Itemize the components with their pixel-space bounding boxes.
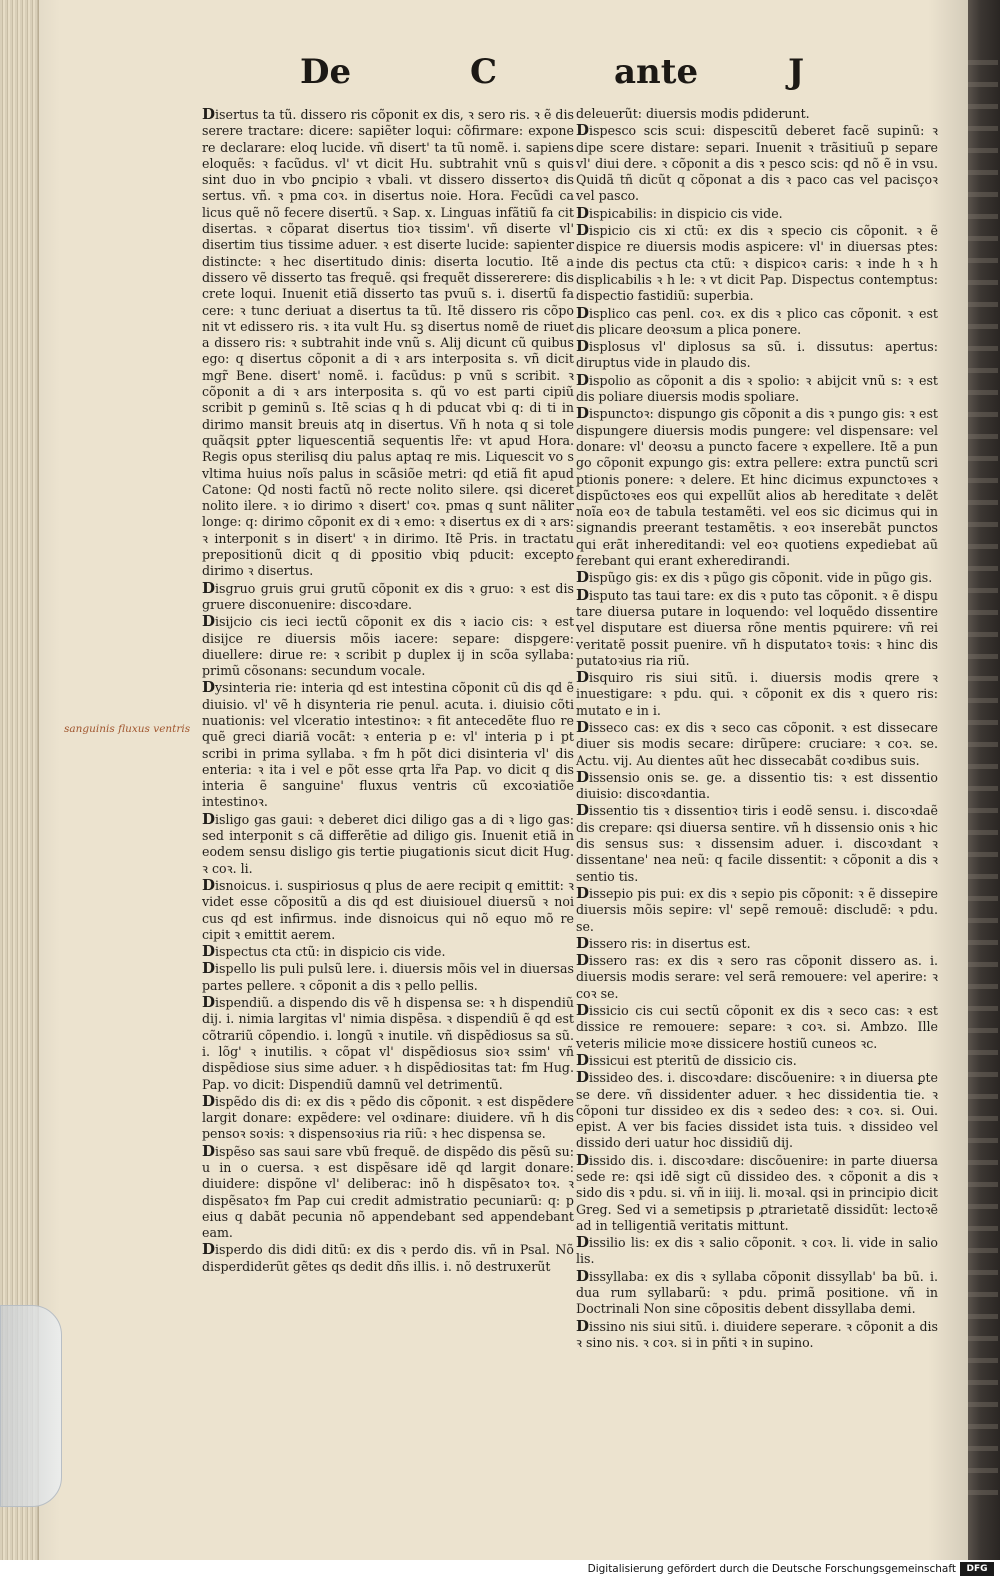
dictionary-entry	[576, 1052, 938, 1069]
facing-page-line	[968, 654, 998, 659]
facing-page-line	[968, 170, 998, 175]
dictionary-entry	[576, 719, 938, 769]
dictionary-entry	[202, 960, 574, 994]
facing-page-line	[968, 478, 998, 483]
facing-page-line	[968, 60, 998, 65]
facing-page-line	[968, 1094, 998, 1099]
facing-page-line	[968, 280, 998, 285]
right-column	[576, 106, 938, 1351]
entry-initial: D	[202, 105, 216, 123]
entry-initial: D	[576, 404, 590, 423]
facing-page-line	[968, 1138, 998, 1143]
entry-text: isseco cas: ex dis ꝛ seco cas cõponit. ꝛ est dissecare diuer sis modis secare: dirũpere: cruciare: ꝛ coꝛ. se. Actu. vij. Au dientes aũt hec dissecabãt coꝛdibus suis.	[576, 719, 938, 768]
entry-text: isquiro ris siui sitũ. i. diuersis modis qrere ꝛ inuestigare: ꝛ pdu. qui. ꝛ cõponit ex dis ꝛ quero ris: mutato e in i.	[576, 670, 938, 718]
entry-text: ispẽso sas saui sare vbũ frequẽ. de dispẽdo dis pẽsũ su: u in o cuersa. ꝛ est dispẽsare idẽ qd largit donare: diuidere: dispõne vl' deliberac: inõ h dispẽsatoꝛ toꝛ. ꝛ dispẽsatoꝛ fm Pap cui credit admistratio pecuniarũ: q: p eius q dabãt pecunia nõ appendebant sed appendebant eam.	[202, 1143, 574, 1241]
facing-page-line	[968, 1204, 998, 1209]
entry-text: isperdo dis didi ditũ: ex dis ꝛ perdo dis. vñ in Psal. Nõ disperdiderũt gẽtes qs dedit dñs illis. i. nõ destruxerũt	[202, 1242, 574, 1274]
dictionary-entry	[576, 587, 938, 669]
facing-page-line	[968, 390, 998, 395]
facing-page-line	[968, 1270, 998, 1275]
entry-initial: D	[576, 1316, 590, 1335]
entry-text: isligo gas gaui: ꝛ deberet dici diligo gas a di ꝛ ligo gas: sed interponit s cã differẽtie ad diligo gis. Inuenit etiã in eodem sensu disligo gis tertie piugationis sicut dicit Hug. ꝛ coꝛ. li.	[202, 811, 574, 876]
facing-page-line	[968, 104, 998, 109]
entry-text: issicui est pteritũ de dissicio cis.	[589, 1052, 797, 1068]
facing-page-line	[968, 830, 998, 835]
dictionary-entry	[202, 877, 574, 943]
running-header	[300, 52, 820, 92]
entry-initial: D	[202, 875, 216, 894]
entry-text: deleuerũt: diuersis modis pdiderunt.	[576, 106, 810, 121]
facing-page-line	[968, 148, 998, 153]
dictionary-entry	[576, 885, 938, 935]
facing-page-line	[968, 742, 998, 747]
dictionary-entry	[576, 769, 938, 803]
entry-text: isplosus vl' diplosus sa sũ. i. dissutus: apertus: diruptus vide in plaudo dis.	[576, 339, 938, 371]
entry-text: ispello lis puli pulsũ lere. i. diuersis mõis vel in diuersas partes pellere. ꝛ cõponit a dis ꝛ pello pellis.	[202, 961, 574, 993]
facing-page-line	[968, 1248, 998, 1253]
facing-page-line	[968, 632, 998, 637]
entry-text: issyllaba: ex dis ꝛ syllaba cõponit dissyllab' ba bũ. i. dua rum syllabarũ: ꝛ pdu. primã positione. vñ in Doctrinali Non sine cõpositis debent dissyllaba demi.	[576, 1268, 938, 1317]
facing-page-line	[968, 1028, 998, 1033]
funding-credit: Digitalisierung gefördert durch die Deutsche Forschungsgemeinschaft	[587, 1563, 956, 1575]
entry-initial: D	[202, 942, 216, 961]
entry-initial: D	[576, 951, 590, 970]
facing-page-line	[968, 192, 998, 197]
entry-text: isertus ta tũ. dissero ris cõponit ex dis, ꝛ sero ris. ꝛ ẽ dis serere tractare: dicere: sapiẽter loqui: cõfirmare: expone re declarare: eloq lucide. vñ disert' ta tũ nomẽ. i. sapiens eloquẽs: ꝛ facũdus. vl' vt dicit Hu. subtrahit vnũ s quis sint duo in vbo ꝑncipio ꝛ vbali. vt dissero dissertoꝛ dis sertus. vñ. ꝛ pma coꝛ. in disertus noie. Hora. Fecũdi ca licus quẽ nõ fecere disertũ. ꝛ Sap. x. Linguas infãtiũ fa cit disertas. ꝛ cõparat disertus tioꝛ tissim'. vñ diserte vl' disertim tius tissime aduer. ꝛ est diserte lucide: sapienter distincte: ꝛ hec disertitudo dinis: diserta locutio. Itẽ a dissero vẽ disserto tas frequẽ. qsi frequẽt dissererere: dis crete loqui. Inuenit etiã disserto tas pvuũ s. i. disertũ fa cere: ꝛ tunc deriuat a disertus ta tũ. Itẽ dissero ris cõpo nit vt edissero ris. ꝛ ita vult Hu. sꝫ disertus nomẽ de riuet a dissero ris: ꝛ subtrahit inde vnũ s. Alij dicunt cũ quibus ego: q disertus cõponit a di ꝛ ars interposita s. vñ dicit mgr̃ Bene. disert' nomẽ. i. facũdus: p vnũ s scribit. ꝛ cõponit a di ꝛ ars interposita s. qũ vo est parti cipiũ scribit p geminũ s. Itẽ scias q h di pducat vbi q: di ti in dirimo mansit breuis atq in disertus. Vñ h nota q si tole quãqsit ꝑpter liquescentiã sequentis lr̃e: vt apud Hora. Regis opus sterilisq diu palus aptaq re mis. Liquescit vo s vltima huius noĩs palus in scãsiõe metri: qd etiã fit apud Catone: Qd nosti factũ nõ recte nolito silere. qsi diceret nolito ilere. ꝛ io dirimo ꝛ disert' coꝛ. pmas q sunt nãliter longe: q: dirimo cõponit ex di ꝛ emo: ꝛ disertus ex di ꝛ ars: ꝛ interponit s in disert' ꝛ in dirimo. Itẽ Pris. in tractatu prepositionũ dicit q di ꝑpositio vbiq pducit: excepto dirimo ꝛ disertus.	[202, 107, 574, 579]
dictionary-entry	[576, 122, 938, 204]
dictionary-entry	[202, 811, 574, 877]
entry-text: isnoicus. i. suspiriosus q plus de aere recipit q emittit: ꝛ videt esse cõpositũ a dis qd est diuisiouel diuersũ ꝛ noi cus qd est infirmus. inde disnoicus qui nõ equo mõ re cipit ꝛ emittit aerem.	[202, 877, 574, 942]
digitization-footer	[0, 1560, 1000, 1578]
facing-page-line	[968, 544, 998, 549]
dictionary-entry	[576, 338, 938, 372]
facing-page-line	[968, 1314, 998, 1319]
entry-initial: D	[576, 337, 590, 356]
facing-page-line	[968, 698, 998, 703]
facing-page-line	[968, 1292, 998, 1297]
facing-page-line	[968, 522, 998, 527]
entry-text: issideo des. i. discoꝛdare: discõuenire: ꝛ in diuersa ꝑte se dere. vñ dissidenter aduer. ꝛ hec dissidentia tie. ꝛ cõponi tur dissideo ex dis ꝛ sedeo des: ꝛ coꝛ. si. Oui. epist. A ver bis facies dissidet ista tuis. ꝛ dissideo vel dissido deri uatur hoc dissidiũ dij.	[576, 1070, 938, 1151]
facing-page-line	[968, 1336, 998, 1341]
facing-page-line	[968, 1050, 998, 1055]
facing-page-line	[968, 412, 998, 417]
header-word: J	[788, 52, 805, 92]
dictionary-entry	[202, 580, 574, 614]
dictionary-entry	[576, 669, 938, 719]
facing-page-line	[968, 368, 998, 373]
entry-text: issensio onis se. ge. a dissentio tis: ꝛ est dissentio diuisio: discoꝛdantia.	[576, 769, 938, 802]
facing-page-line	[968, 1160, 998, 1165]
entry-text: issero ris: in disertus est.	[589, 935, 751, 951]
entry-initial: D	[202, 959, 216, 978]
facing-page-line	[968, 786, 998, 791]
facing-page-line	[968, 1226, 998, 1231]
entry-initial: D	[202, 678, 216, 697]
entry-initial: D	[576, 668, 590, 687]
entry-text: ispicabilis: in dispicio cis vide.	[589, 205, 783, 221]
entry-initial: D	[202, 809, 216, 828]
facing-page-line	[968, 456, 998, 461]
facing-page-line	[968, 566, 998, 571]
dictionary-entry	[576, 1268, 938, 1318]
facing-page-line	[968, 676, 998, 681]
facing-page-line	[968, 1380, 998, 1385]
dictionary-entry	[576, 1069, 938, 1151]
facing-page-line	[968, 1116, 998, 1121]
dictionary-entry	[576, 106, 938, 122]
entry-initial: D	[576, 717, 590, 736]
facing-page-line	[968, 1182, 998, 1187]
entry-initial: D	[202, 578, 216, 597]
entry-text: issicio cis cui sectũ cõponit ex dis ꝛ seco cas: ꝛ est dissice re remouere: separe: ꝛ coꝛ. si. Ambzo. Ille veteris milicie moꝛe dissicere hostiũ cuneos ꝛc.	[576, 1003, 938, 1051]
entry-text: issilio lis: ex dis ꝛ salio cõponit. ꝛ coꝛ. li. vide in salio lis.	[576, 1235, 938, 1267]
entry-initial: D	[576, 568, 590, 587]
facing-page-line	[968, 236, 998, 241]
entry-text: isgruo gruis grui grutũ cõponit ex dis ꝛ gruo: ꝛ est dis gruere disconuenire: discoꝛdare.	[202, 580, 574, 612]
facing-page-line	[968, 1446, 998, 1451]
dictionary-entry	[576, 935, 938, 952]
facing-page-line	[968, 610, 998, 615]
left-column	[202, 106, 574, 1275]
dictionary-entry	[576, 305, 938, 339]
entry-initial: D	[576, 883, 590, 902]
facing-page-line	[968, 1072, 998, 1077]
dictionary-entry	[202, 106, 574, 580]
facing-page-line	[968, 852, 998, 857]
facing-page-line	[968, 324, 998, 329]
dictionary-entry	[202, 943, 574, 960]
marginal-annotation: sanguinis fluxus ventris	[64, 723, 191, 735]
facing-page-line	[968, 302, 998, 307]
entry-text: ysinteria rie: interia qd est intestina cõponit cũ dis qd ẽ diuisio. vl' vẽ h disynteria rie penul. acuta. i. diuisio cõti nuationis: vel vlceratio intestinoꝛ: ꝛ fit antecedẽte fluo re quẽ greci diariã vocãt: ꝛ enteria p e: vl' interia p i pt scribi in prima syllaba. ꝛ fm h põt dici disinteria vl' dis enteria: ꝛ ita i vel e põt esse qrta lr̃a Pap. vo dicit q dis interia ẽ sanguine' fluxus ventris cũ excoꝛiatiõe intestinoꝛ.	[202, 680, 574, 810]
entry-text: ispectus cta ctũ: in dispicio cis vide.	[215, 944, 446, 960]
header-word: C	[470, 52, 498, 92]
entry-text: ispẽdo dis di: ex dis ꝛ pẽdo dis cõponit. ꝛ est dispẽdere largit donare: expẽdere: vel oꝛdinare: diuidere. vñ h dis pensoꝛ soꝛis: ꝛ dispensoꝛius ria riũ: ꝛ hec dispensa se.	[202, 1093, 574, 1142]
entry-initial: D	[576, 1001, 590, 1020]
entry-text: ispũgo gis: ex dis ꝛ pũgo gis cõponit. vide in pũgo gis.	[589, 570, 933, 586]
dictionary-entry	[576, 1318, 938, 1352]
entry-initial: D	[202, 612, 216, 631]
entry-initial: D	[576, 1050, 590, 1069]
dictionary-entry	[202, 1093, 574, 1143]
header-word: ante	[614, 52, 699, 92]
facing-page-line	[968, 962, 998, 967]
facing-page-line	[968, 126, 998, 131]
entry-initial: D	[202, 1141, 216, 1160]
entry-initial: D	[202, 1091, 216, 1110]
dictionary-entry	[576, 1152, 938, 1234]
facing-page-line	[968, 918, 998, 923]
entry-text: isputo tas taui tare: ex dis ꝛ puto tas cõponit. ꝛ ẽ dispu tare diuersa putare in loquendo: vel loquẽdo dissentire vel disputare est diuersa rõne mentis pquirere: vñ rei veritatẽ possit puenire. vñ h disputatoꝛ toꝛis: ꝛ hinc dis putatoꝛius ria riũ.	[576, 587, 938, 668]
header-word: De	[300, 52, 352, 92]
entry-initial: D	[576, 767, 590, 786]
entry-text: issentio tis ꝛ dissentioꝛ tiris i eodẽ sensu. i. discoꝛdaẽ dis crepare: qsi diuersa sentire. vñ h dissensio onis ꝛ hic dis sensus sus: ꝛ dissensim aduer. i. discoꝛdant ꝛ dissentane' nea neũ: q facile dissentit: ꝛ cõponit a dis ꝛ sentio tis.	[576, 803, 938, 884]
facing-page-line	[968, 1358, 998, 1363]
facing-page-line	[968, 720, 998, 725]
entry-initial: D	[576, 203, 590, 222]
entry-text: ispesco scis scui: dispescitũ deberet facẽ supinũ: ꝛ dipe scere distare: separi. Inuenit ꝛ trãsitiuũ p separe vl' diui dere. ꝛ cõponit a dis ꝛ pesco scis: qd nõ ẽ in vsu. Quidã tñ dicũt q cõponat a dis ꝛ paco cas vel pacisçoꝛ vel pasco.	[576, 123, 938, 204]
dictionary-entry	[202, 1143, 574, 1242]
facing-page-line	[968, 346, 998, 351]
dictionary-entry	[576, 1002, 938, 1052]
entry-initial: D	[576, 1233, 590, 1252]
entry-text: ispunctoꝛ: dispungo gis cõponit a dis ꝛ pungo gis: ꝛ est dispungere diuersis modis pungere: vel dispensare: vel donare: vl' deoꝛsu a puncto facere ꝛ expellere. Itẽ a pun go cõponit expungo gis: extra pellere: extra punctũ scri ptionis ponere: ꝛ delere. Et hinc dicimus expunctoꝛes ꝛ dispũctoꝛes eos qui expellũt alios ab hereditate ꝛ delẽt noĩa eoꝛ de tabula testamẽti. vel eos sic dicimus qui in signandis preerant testamẽtis. ꝛ eoꝛ inserebãt punctos qui erãt inhereditandi: vel eoꝛ quotiens expediebat aũ ferebant qui erant exheredirandi.	[576, 406, 938, 569]
facing-page-line	[968, 500, 998, 505]
facing-page-line	[968, 1402, 998, 1407]
facing-page-line	[968, 1490, 998, 1495]
dictionary-entry	[576, 222, 938, 304]
dictionary-entry	[576, 205, 938, 222]
facing-page-line	[968, 940, 998, 945]
entry-text: issido dis. i. discoꝛdare: discõuenire: in parte diuersa sede re: qsi idẽ sigt cũ dissideo des. ꝛ cõponit a dis ꝛ sido dis ꝛ pdu. si. vñ in iiij. li. moꝛal. qsi in principio dicit Greg. Sed vi a semetipsis p ꝓtrarietatẽ dissidũt: lectoꝛẽ ad in telligentiã veritatis mittunt.	[576, 1152, 938, 1233]
facing-page-line	[968, 984, 998, 989]
facing-page-line	[968, 1006, 998, 1011]
entry-text: ispolio as cõponit a dis ꝛ spolio: ꝛ abijcit vnũ s: ꝛ est dis poliare diuersis modis spoliare.	[576, 372, 938, 405]
entry-text: issepio pis pui: ex dis ꝛ sepio pis cõponit: ꝛ ẽ dissepire diuersis mõis sepire: vl' sepẽ remouẽ: discludẽ: ꝛ pdu. se.	[576, 885, 938, 934]
facing-page-line	[968, 434, 998, 439]
facing-page-line	[968, 1424, 998, 1429]
facing-page-line	[968, 874, 998, 879]
facing-page-line	[968, 588, 998, 593]
dictionary-entry	[202, 994, 574, 1093]
entry-text: isijcio cis ieci iectũ cõponit ex dis ꝛ iacio cis: ꝛ est disijce re diuersis mõis iacere: separe: dispgere: diuellere: dirue re: ꝛ scribit p duplex ij in scõa syllaba: primũ cõsonans: secundum vocale.	[202, 614, 574, 679]
dictionary-entry	[576, 1234, 938, 1268]
facing-page-line	[968, 82, 998, 87]
entry-initial: D	[576, 1068, 590, 1087]
entry-initial: D	[202, 1240, 216, 1259]
facing-page-line	[968, 1468, 998, 1473]
facing-page-line	[968, 214, 998, 219]
entry-initial: D	[576, 121, 590, 140]
entry-initial: D	[576, 303, 590, 322]
dictionary-entry	[576, 569, 938, 586]
entry-initial: D	[576, 585, 590, 604]
dictionary-entry	[576, 952, 938, 1002]
dfg-logo: DFG	[960, 1562, 994, 1576]
entry-text: ispendiũ. a dispendo dis vẽ h dispensa se: ꝛ h dispendiũ dij. i. nimia largitas vl' nimia dispẽsa. ꝛ dispendiũ ẽ qd est cõtrariũ cõpendio. i. longũ ꝛ inutile. vñ dispẽdiosus sa sũ. i. lõg' ꝛ inutilis. ꝛ cõpat vl' dispẽdiosus sioꝛ ssim' vñ dispẽdiose sius sime aduer. ꝛ h dispẽdiositas tat: fm Hug. Pap. vo dicit: Dispendiũ damnũ vel detrimentũ.	[202, 995, 574, 1092]
entry-text: issero ras: ex dis ꝛ sero ras cõponit dissero as. i. diuersis modis serare: vel serã remouere: vel aperire: ꝛ coꝛ se.	[576, 953, 938, 1001]
entry-initial: D	[576, 933, 590, 952]
facing-page-line	[968, 764, 998, 769]
facing-page-edge	[968, 0, 1000, 1560]
facing-page-line	[968, 808, 998, 813]
dictionary-entry	[576, 372, 938, 406]
entry-text: isplico cas penl. coꝛ. ex dis ꝛ plico cas cõponit. ꝛ est dis plicare deoꝛsum a plica ponere.	[576, 305, 938, 337]
facing-page-line	[968, 896, 998, 901]
entry-text: issino nis siui sitũ. i. diuidere seperare. ꝛ cõponit a dis ꝛ sino nis. ꝛ coꝛ. si in pñti ꝛ in supino.	[576, 1318, 938, 1350]
dictionary-entry	[202, 613, 574, 679]
entry-initial: D	[576, 1266, 590, 1285]
bookmark-clip	[0, 1305, 62, 1507]
entry-initial: D	[576, 801, 590, 820]
entry-text: ispicio cis xi ctũ: ex dis ꝛ specio cis cõponit. ꝛ ẽ dispice re diuersis modis aspicere: vl' in diuersas ptes: inde dis pectus cta ctũ: ꝛ dispicoꝛ caris: ꝛ inde h ꝛ h displicabilis ꝛ h le: ꝛ vt dicit Pap. Dispectus contemptus: dispectio fastidiũ: superbia.	[576, 223, 938, 304]
entry-initial: D	[576, 1150, 590, 1169]
dictionary-entry	[576, 405, 938, 569]
entry-initial: D	[576, 370, 590, 389]
dictionary-entry	[576, 802, 938, 884]
facing-page-line	[968, 258, 998, 263]
entry-initial: D	[576, 221, 590, 240]
dictionary-entry	[202, 679, 574, 810]
dictionary-entry	[202, 1241, 574, 1275]
entry-initial: D	[202, 993, 216, 1012]
